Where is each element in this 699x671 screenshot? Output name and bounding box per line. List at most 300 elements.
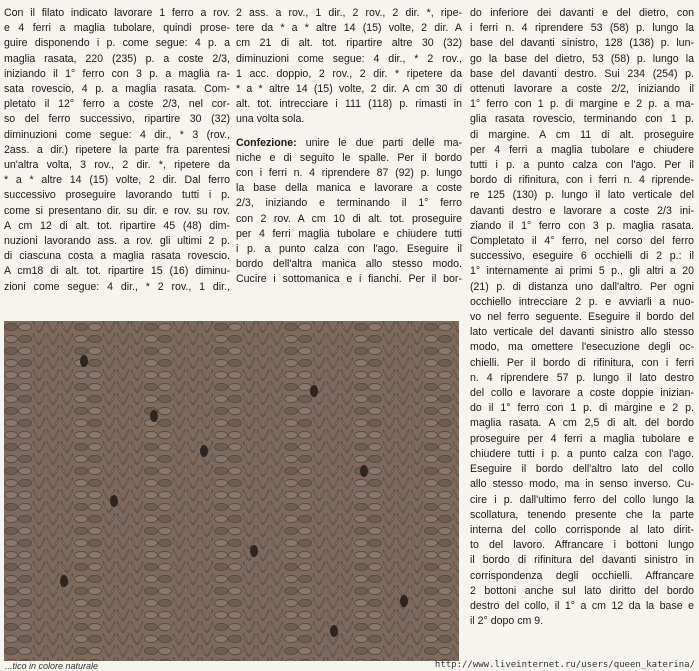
purl-bump <box>299 587 312 594</box>
eyelet-hole <box>60 575 68 587</box>
text-line: successivo proseguire lavorando tutti i p. <box>4 189 230 202</box>
purl-bump <box>89 599 102 606</box>
purl-bump <box>215 539 228 546</box>
purl-bump <box>229 491 242 498</box>
purl-bump <box>89 407 102 414</box>
purl-bump <box>159 443 172 450</box>
purl-bump <box>369 467 382 474</box>
purl-bump <box>19 503 32 510</box>
text-line: occhiello intrecciare 2 p. e avviarli a nuo- <box>470 295 694 308</box>
purl-bump <box>5 599 18 606</box>
purl-bump <box>299 551 312 558</box>
purl-bump <box>89 623 102 630</box>
purl-bump <box>215 635 228 642</box>
purl-bump <box>145 527 158 534</box>
purl-bump <box>299 575 312 582</box>
purl-bump <box>89 587 102 594</box>
purl-bump <box>159 335 172 342</box>
text-line: re 125 (130) p. lungo il lato verticale del <box>470 189 694 202</box>
purl-bump <box>439 335 452 342</box>
purl-bump <box>425 575 438 582</box>
purl-bump <box>145 443 158 450</box>
text-line: successivo, eseguire 6 occhielli di 2 p.: il <box>470 250 694 263</box>
text-line: maglia rasata. A cm 2,5 di alt. del bordo <box>470 417 694 430</box>
purl-bump <box>145 383 158 390</box>
text-line: diminuzioni come segue: 4 dir., * 2 rov., <box>236 52 462 65</box>
purl-bump <box>299 611 312 618</box>
purl-bump <box>229 527 242 534</box>
purl-bump <box>299 539 312 546</box>
purl-bump <box>369 491 382 498</box>
purl-bump <box>299 479 312 486</box>
text-line: scollatura, tenendo presente che la parte <box>470 508 694 521</box>
text-line: i p. a punto calza con l'ago. Eseguire il <box>236 243 462 256</box>
purl-bump <box>159 359 172 366</box>
purl-bump <box>159 623 172 630</box>
purl-bump <box>369 527 382 534</box>
purl-bump <box>215 323 228 330</box>
purl-bump <box>145 563 158 570</box>
text-line: maglia rasata, 220 (235) p. a coste 2/3, <box>4 52 230 65</box>
purl-bump <box>145 587 158 594</box>
purl-bump <box>75 443 88 450</box>
text-line: con i ferri n. 4 riprendere 87 (92) p. lungo <box>236 167 462 180</box>
text-line: vo nel ferro seguente. Eseguire il bordo del <box>470 311 694 324</box>
purl-bump <box>75 335 88 342</box>
purl-bump <box>425 455 438 462</box>
purl-bump <box>355 431 368 438</box>
purl-bump <box>89 383 102 390</box>
text-line: un'altra volta, 3 rov., 2 dir. *, ripetere da <box>4 159 230 172</box>
text-line: per 4 ferri a maglia tubolare e chiudere <box>470 143 694 156</box>
purl-bump <box>19 527 32 534</box>
purl-bump <box>299 431 312 438</box>
purl-bump <box>5 419 18 426</box>
purl-bump <box>159 383 172 390</box>
purl-bump <box>19 479 32 486</box>
purl-bump <box>285 407 298 414</box>
purl-bump <box>439 371 452 378</box>
text-line: ottenuti lavorare a coste 2/2, iniziando il <box>470 83 694 96</box>
text-line: do inferiore dei davanti e del dietro, con <box>470 7 694 19</box>
purl-bump <box>229 335 242 342</box>
purl-bump <box>299 623 312 630</box>
purl-bump <box>5 635 18 642</box>
purl-bump <box>229 599 242 606</box>
purl-bump <box>5 347 18 354</box>
purl-bump <box>159 539 172 546</box>
eyelet-hole <box>400 595 408 607</box>
text-line: 1° internamente ai primi 5 p., gli altri a 20 <box>470 265 694 278</box>
purl-bump <box>425 359 438 366</box>
text-line: cm 21 di alt. tot. ripartire altre 30 (32) <box>236 37 462 50</box>
purl-bump <box>355 635 368 642</box>
purl-bump <box>439 467 452 474</box>
purl-bump <box>215 395 228 402</box>
purl-bump <box>285 551 298 558</box>
purl-bump <box>355 623 368 630</box>
purl-bump <box>159 347 172 354</box>
purl-bump <box>425 623 438 630</box>
purl-bump <box>89 515 102 522</box>
text-line: do il 1° ferro con 1 p. di margine e 2 p. <box>470 402 694 415</box>
text-column-1 <box>4 6 230 295</box>
purl-bump <box>5 455 18 462</box>
purl-bump <box>5 359 18 366</box>
purl-bump <box>5 563 18 570</box>
purl-bump <box>215 491 228 498</box>
purl-bump <box>89 431 102 438</box>
purl-bump <box>285 563 298 570</box>
purl-bump <box>19 347 32 354</box>
purl-bump <box>145 467 158 474</box>
purl-bump <box>89 443 102 450</box>
purl-bump <box>159 587 172 594</box>
text-line: bordo di rifinitura, con i ferri n. 4 riprende- <box>470 174 694 187</box>
purl-bump <box>89 527 102 534</box>
purl-bump <box>5 371 18 378</box>
purl-bump <box>285 575 298 582</box>
purl-bump <box>75 563 88 570</box>
purl-bump <box>439 623 452 630</box>
purl-bump <box>369 455 382 462</box>
purl-bump <box>355 371 368 378</box>
purl-bump <box>299 491 312 498</box>
purl-bump <box>439 587 452 594</box>
purl-bump <box>215 407 228 414</box>
purl-bump <box>299 419 312 426</box>
purl-bump <box>369 479 382 486</box>
purl-bump <box>75 419 88 426</box>
purl-bump <box>145 611 158 618</box>
purl-bump <box>229 467 242 474</box>
text-line: cire i p. dall'ultimo ferro del collo lungo la <box>470 493 694 506</box>
purl-bump <box>89 419 102 426</box>
purl-bump <box>215 503 228 510</box>
purl-bump <box>215 647 228 654</box>
purl-bump <box>215 611 228 618</box>
purl-bump <box>229 563 242 570</box>
purl-bump <box>89 371 102 378</box>
purl-bump <box>285 431 298 438</box>
purl-bump <box>425 539 438 546</box>
purl-bump <box>285 395 298 402</box>
text-line: base del davanti sinistro, 128 (138) p. lun- <box>470 37 694 50</box>
purl-bump <box>439 575 452 582</box>
text-line: proseguire per 4 ferri a maglia tubolare e <box>470 432 694 445</box>
purl-bump <box>215 443 228 450</box>
purl-bump <box>75 491 88 498</box>
purl-bump <box>439 563 452 570</box>
text-line: * a * altre 14 (15) volte, 2 dir. Dal ferro <box>4 174 230 187</box>
purl-bump <box>229 407 242 414</box>
purl-bump <box>355 395 368 402</box>
eyelet-hole <box>250 545 258 557</box>
text-line: interna del collo corrisponde al lato dirit- <box>470 523 694 536</box>
purl-bump <box>355 575 368 582</box>
text-line: il bordo di rifinitura del davanti sinistro in <box>470 554 694 567</box>
purl-bump <box>75 647 88 654</box>
purl-bump <box>5 647 18 654</box>
purl-bump <box>229 575 242 582</box>
text-line: chiudere tutti i p. a punto calza con l'ago. <box>470 447 694 460</box>
purl-bump <box>355 611 368 618</box>
purl-bump <box>75 527 88 534</box>
purl-bump <box>75 599 88 606</box>
purl-bump <box>369 347 382 354</box>
purl-bump <box>145 455 158 462</box>
purl-bump <box>145 647 158 654</box>
purl-bump <box>145 491 158 498</box>
purl-bump <box>285 491 298 498</box>
purl-bump <box>425 443 438 450</box>
purl-bump <box>369 611 382 618</box>
purl-bump <box>299 527 312 534</box>
purl-bump <box>19 443 32 450</box>
purl-bump <box>285 335 298 342</box>
purl-bump <box>355 599 368 606</box>
purl-bump <box>19 575 32 582</box>
purl-bump <box>425 431 438 438</box>
text-line: di margine. A cm 11 di alt. proseguire <box>470 128 694 141</box>
purl-bump <box>439 359 452 366</box>
purl-bump <box>425 635 438 642</box>
purl-bump <box>425 527 438 534</box>
purl-bump <box>369 635 382 642</box>
text-line: i ferri n. 4 riprendere 53 (58) p. lungo la <box>470 22 694 35</box>
purl-bump <box>369 383 382 390</box>
purl-bump <box>215 515 228 522</box>
purl-bump <box>19 383 32 390</box>
text-line: Con il filato indicato lavorare 1 ferro a rov. <box>4 7 230 19</box>
text-line: A cm18 di alt. tot. ripartire 15 (16) diminu- <box>4 265 230 278</box>
purl-bump <box>299 335 312 342</box>
text-column-2 <box>236 6 462 288</box>
text-line: la base della manica e lavorare a coste <box>236 182 462 195</box>
purl-bump <box>215 419 228 426</box>
purl-bump <box>5 443 18 450</box>
purl-bump <box>369 539 382 546</box>
purl-bump <box>159 431 172 438</box>
purl-bump <box>19 467 32 474</box>
purl-bump <box>355 359 368 366</box>
purl-bump <box>229 395 242 402</box>
purl-bump <box>425 419 438 426</box>
text-line: glia rasata rovescio, terminando con 1 p. <box>470 113 694 126</box>
text-line: Cucire i sottomanica e i fianchi. Per il bor- <box>236 273 462 286</box>
purl-bump <box>19 371 32 378</box>
purl-bump <box>215 359 228 366</box>
purl-bump <box>299 395 312 402</box>
purl-bump <box>75 371 88 378</box>
purl-bump <box>145 359 158 366</box>
purl-bump <box>355 587 368 594</box>
purl-bump <box>425 491 438 498</box>
purl-bump <box>355 419 368 426</box>
purl-bump <box>215 587 228 594</box>
purl-bump <box>299 383 312 390</box>
purl-bump <box>369 575 382 582</box>
purl-bump <box>355 347 368 354</box>
purl-bump <box>439 527 452 534</box>
purl-bump <box>75 467 88 474</box>
purl-bump <box>299 515 312 522</box>
purl-bump <box>369 599 382 606</box>
purl-bump <box>145 503 158 510</box>
purl-bump <box>19 455 32 462</box>
eyelet-hole <box>360 465 368 477</box>
purl-bump <box>229 647 242 654</box>
purl-bump <box>215 431 228 438</box>
purl-bump <box>425 407 438 414</box>
purl-bump <box>229 359 242 366</box>
purl-bump <box>5 503 18 510</box>
text-line: ziando il 1° ferro con 3 p. maglia rasata. <box>470 219 694 232</box>
purl-bump <box>369 431 382 438</box>
purl-bump <box>89 551 102 558</box>
purl-bump <box>439 491 452 498</box>
text-line: con 2 rov. A cm 10 di alt. tot. proseguire <box>236 212 462 225</box>
purl-bump <box>145 323 158 330</box>
text-line: per 4 ferri maglia tubolare e chiudere tutti <box>236 227 462 240</box>
purl-bump <box>285 635 298 642</box>
purl-bump <box>5 623 18 630</box>
purl-bump <box>229 479 242 486</box>
purl-bump <box>355 527 368 534</box>
purl-bump <box>299 359 312 366</box>
purl-bump <box>5 515 18 522</box>
purl-bump <box>89 467 102 474</box>
section-heading: Confezione: <box>236 136 297 149</box>
purl-bump <box>229 539 242 546</box>
text-line: e 4 ferri a maglia tubolare, quindi prose- <box>4 22 230 35</box>
purl-bump <box>159 563 172 570</box>
purl-bump <box>285 383 298 390</box>
purl-bump <box>439 395 452 402</box>
eyelet-hole <box>150 410 158 422</box>
text-line: bordo dell'altra manica allo stesso modo. <box>236 258 462 271</box>
purl-bump <box>285 623 298 630</box>
purl-bump <box>215 383 228 390</box>
eyelet-hole <box>80 355 88 367</box>
text-line: il 2° dopo cm 9. <box>470 615 544 628</box>
text-line: to del lavoro. Affrancare i bottoni lungo <box>470 539 694 552</box>
purl-bump <box>159 599 172 606</box>
purl-bump <box>5 491 18 498</box>
purl-bump <box>355 455 368 462</box>
purl-bump <box>75 575 88 582</box>
purl-bump <box>355 551 368 558</box>
purl-bump <box>285 479 298 486</box>
purl-bump <box>285 527 298 534</box>
purl-bump <box>159 647 172 654</box>
text-line: lato verticale del davanti sinistro allo stesso <box>470 326 694 339</box>
purl-bump <box>229 419 242 426</box>
purl-bump <box>159 491 172 498</box>
purl-bump <box>355 323 368 330</box>
purl-bump <box>215 347 228 354</box>
purl-bump <box>75 551 88 558</box>
purl-bump <box>75 503 88 510</box>
purl-bump <box>425 383 438 390</box>
confezione-line <box>236 136 462 151</box>
text-line: A cm 12 di alt. tot. ripartire 45 (48) dim- <box>4 219 230 232</box>
purl-bump <box>425 467 438 474</box>
purl-bump <box>229 455 242 462</box>
purl-bump <box>439 455 452 462</box>
text-line: go la base del dietro, 53 (58) p. lungo la <box>470 52 694 65</box>
purl-bump <box>75 407 88 414</box>
purl-bump <box>215 479 228 486</box>
purl-bump <box>159 479 172 486</box>
purl-bump <box>159 407 172 414</box>
text-line: una volta sola. <box>236 113 305 126</box>
text-line: pletato il 12° ferro a coste 2/3, nel cor- <box>4 98 230 111</box>
purl-bump <box>19 395 32 402</box>
purl-bump <box>285 419 298 426</box>
purl-bump <box>369 371 382 378</box>
purl-bump <box>439 503 452 510</box>
purl-bump <box>215 335 228 342</box>
purl-bump <box>285 587 298 594</box>
purl-bump <box>19 623 32 630</box>
purl-bump <box>229 383 242 390</box>
text-line: 2 bottoni anche sul lato diritto del bordo <box>470 584 694 597</box>
text-line: 2/3, iniziando e terminando il 1° ferro <box>236 197 462 210</box>
purl-bump <box>229 611 242 618</box>
purl-bump <box>89 635 102 642</box>
purl-bump <box>285 503 298 510</box>
purl-bump <box>159 551 172 558</box>
purl-bump <box>5 323 18 330</box>
purl-bump <box>89 323 102 330</box>
purl-bump <box>75 431 88 438</box>
purl-bump <box>439 419 452 426</box>
text-line: sata rovescio, 4 p. a maglia rasata. Com- <box>4 83 230 96</box>
purl-bump <box>285 371 298 378</box>
text-line: destro del collo, il 1° a cm 12 da la base e <box>470 599 694 612</box>
purl-bump <box>89 647 102 654</box>
purl-bump <box>425 587 438 594</box>
purl-bump <box>439 515 452 522</box>
purl-bump <box>285 599 298 606</box>
purl-bump <box>215 467 228 474</box>
purl-bump <box>425 347 438 354</box>
purl-bump <box>89 479 102 486</box>
purl-bump <box>355 563 368 570</box>
purl-bump <box>439 635 452 642</box>
text-line: (21) p. di distanza uno dall'altro. Per ogni <box>470 280 694 293</box>
text-column-3 <box>470 6 694 629</box>
purl-bump <box>75 479 88 486</box>
purl-bump <box>369 563 382 570</box>
purl-bump <box>145 395 158 402</box>
text-line: * a * altre 14 (15) volte, 2 dir. A cm 30 di <box>236 83 462 96</box>
purl-bump <box>439 599 452 606</box>
purl-bump <box>425 479 438 486</box>
text-line: niche e di seguito le spalle. Per il bordo <box>236 151 462 164</box>
text-line: del collo e lavorare a coste doppie inizian- <box>470 387 694 400</box>
text-line: tere da * a * altre 14 (15) volte, 2 dir. A <box>236 22 462 35</box>
purl-bump <box>369 407 382 414</box>
purl-bump <box>89 359 102 366</box>
purl-bump <box>229 515 242 522</box>
purl-bump <box>425 335 438 342</box>
purl-bump <box>229 551 242 558</box>
text-line: chielli. Per il bordo di rifinitura, con i ferri <box>470 356 694 369</box>
purl-bump <box>19 611 32 618</box>
knit-texture-image <box>4 321 459 661</box>
